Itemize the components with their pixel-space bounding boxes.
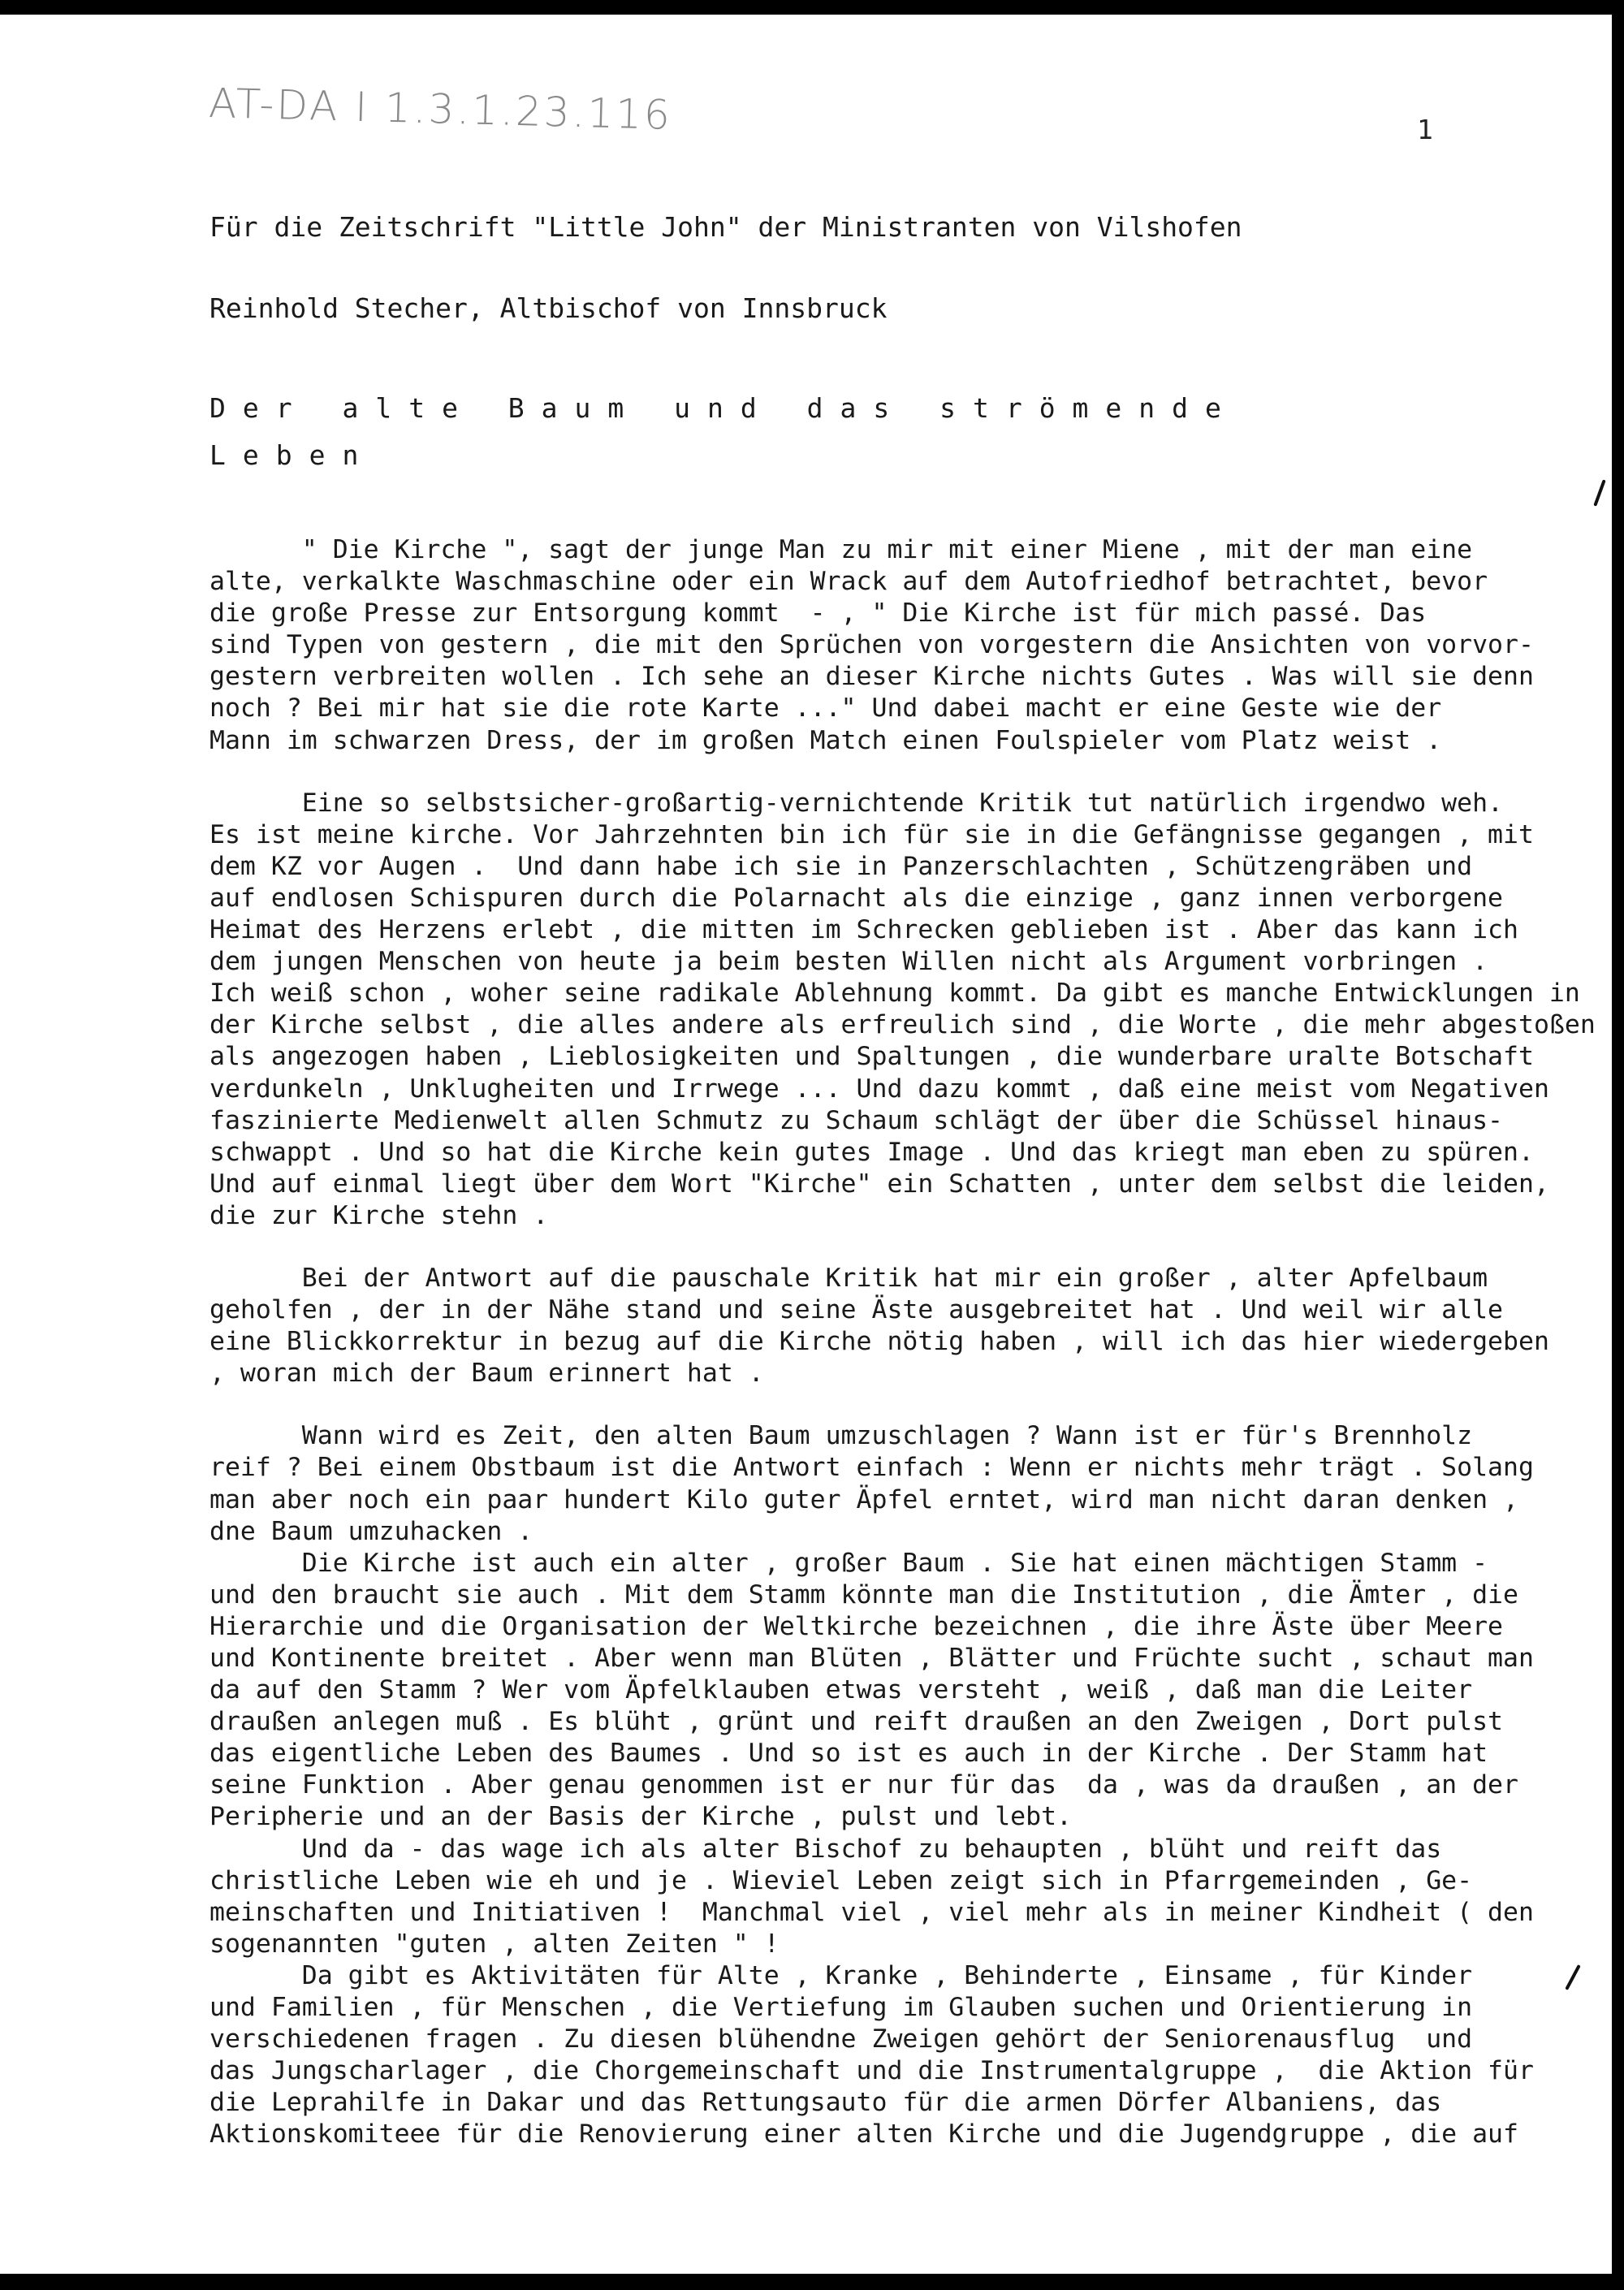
- title-line-2: Leben: [209, 439, 376, 471]
- text-line: Wann wird es Zeit, den alten Baum umzuschlagen ? Wann ist er für's Brennholz: [209, 1421, 1473, 1451]
- body-text: [209, 534, 1600, 2151]
- text-line: dem jungen Menschen von heute ja beim besten Willen nicht als Argument vorbringen .: [209, 947, 1488, 977]
- text-line: die große Presse zur Entsorgung kommt - , " Die Kirche ist für mich passé. Das: [209, 598, 1427, 629]
- text-line: Mann im schwarzen Dress, der im großen Match einen Foulspieler vom Platz weist .: [209, 725, 1442, 755]
- text-line: Bei der Antwort auf die pauschale Kritik hat mir ein großer , alter Apfelbaum: [209, 1263, 1488, 1293]
- paragraph: [209, 1420, 1600, 2150]
- text-line: Die Kirche ist auch ein alter , großer Baum . Sie hat einen mächtigen Stamm -: [209, 1548, 1488, 1578]
- paragraph-gap: [209, 757, 1600, 788]
- document-page: [0, 15, 1612, 2274]
- text-line: Heimat des Herzens erlebt , die mitten im Schrecken geblieben ist . Aber das kann ich: [209, 915, 1518, 945]
- text-line: da auf den Stamm ? Wer vom Äpfelklauben etwas versteht , weiß , daß man die Leiter: [209, 1675, 1473, 1705]
- text-line: draußen anlegen muß . Es blüht , grünt und reift draußen an den Zweigen , Dort pulst: [209, 1707, 1504, 1737]
- margin-pencil-mark: [1593, 479, 1605, 506]
- text-line: das Jungscharlager , die Chorgemeinschaft und die Instrumentalgruppe , die Aktion für: [209, 2056, 1534, 2086]
- text-line: das eigentliche Leben des Baumes . Und so ist es auch in der Kirche . Der Stamm hat: [209, 1739, 1488, 1769]
- text-line: der Kirche selbst , die alles andere als erfreulich sind , die Worte , die mehr abgestoßen: [209, 1010, 1596, 1040]
- text-line: verschiedenen fragen . Zu diesen blühendne Zweigen gehört der Seniorenausflug und: [209, 2024, 1473, 2055]
- text-line: dem KZ vor Augen . Und dann habe ich sie in Panzerschlachten , Schützengräben und: [209, 851, 1473, 881]
- text-line: " Die Kirche ", sagt der junge Man zu mir mit einer Miene , mit der man eine: [209, 535, 1473, 564]
- text-line: Peripherie und an der Basis der Kirche , pulst und lebt.: [209, 1802, 1073, 1832]
- text-line: Es ist meine kirche. Vor Jahrzehnten bin ich für sie in die Gefängnisse gegangen , mit: [209, 819, 1534, 849]
- text-line: geholfen , der in der Nähe stand und seine Äste ausgebreitet hat . Und weil wir alle: [209, 1295, 1504, 1325]
- text-line: und Familien , für Menschen , die Vertiefung im Glauben suchen und Orientierung in: [209, 1993, 1473, 2023]
- text-line: schwappt . Und so hat die Kirche kein gutes Image . Und das kriegt man eben zu spüren.: [209, 1137, 1534, 1167]
- paragraph: [209, 788, 1600, 1232]
- text-line: seine Funktion . Aber genau genommen ist er nur für das da , was da draußen , an der: [209, 1770, 1518, 1800]
- text-line: Aktionskomiteee für die Renovierung einer alten Kirche und die Jugendgruppe , die auf: [209, 2119, 1518, 2150]
- text-line: gestern verbreiten wollen . Ich sehe an dieser Kirche nichts Gutes . Was will sie denn: [209, 662, 1534, 692]
- text-line: eine Blickkorrektur in bezug auf die Kirche nötig haben , will ich das hier wiedergeben: [209, 1327, 1549, 1357]
- paragraph: [209, 534, 1600, 757]
- text-line: und Kontinente breitet . Aber wenn man Blüten , Blätter und Früchte sucht , schaut man: [209, 1644, 1534, 1673]
- text-line: Da gibt es Aktivitäten für Alte , Kranke , Behinderte , Einsame , für Kinder: [209, 1960, 1473, 1990]
- text-line: noch ? Bei mir hat sie die rote Karte ..." Und dabei macht er eine Geste wie der: [209, 693, 1442, 724]
- text-line: man aber noch ein paar hundert Kilo guter Äpfel erntet, wird man nicht daran denken ,: [209, 1484, 1518, 1514]
- text-line: verdunkeln , Unklugheiten und Irrwege ... Und dazu kommt , daß eine meist vom Negativen: [209, 1074, 1549, 1104]
- paragraph-gap: [209, 1232, 1600, 1263]
- text-line: sogenannten "guten , alten Zeiten " !: [209, 1929, 780, 1959]
- text-line: Eine so selbstsicher-großartig-vernichtende Kritik tut natürlich irgendwo weh.: [209, 788, 1504, 818]
- text-line: als angezogen haben , Lieblosigkeiten und Spaltungen , die wunderbare uralte Botschaft: [209, 1042, 1534, 1072]
- text-line: alte, verkalkte Waschmaschine oder ein Wrack auf dem Autofriedhof betrachtet, bevor: [209, 567, 1488, 597]
- title-line-1: Der alte Baum und das strömende: [209, 392, 1238, 424]
- archive-reference: AT-DA I 1.3.1.23.116: [208, 80, 673, 139]
- paragraph-gap: [209, 1389, 1600, 1420]
- text-line: Und auf einmal liegt über dem Wort "Kirche" ein Schatten , unter dem selbst die leiden,: [209, 1169, 1549, 1199]
- text-line: faszinierte Medienwelt allen Schmutz zu Schaum schlägt der über die Schüssel hinaus-: [209, 1105, 1504, 1135]
- header-line-2: Reinhold Stecher, Altbischof von Innsbruck: [209, 292, 888, 324]
- text-line: , woran mich der Baum erinnert hat .: [209, 1359, 764, 1389]
- text-line: christliche Leben wie eh und je . Wieviel Leben zeigt sich in Pfarrgemeinden , Ge-: [209, 1865, 1473, 1895]
- text-line: und den braucht sie auch . Mit dem Stamm könnte man die Institution , die Ämter , die: [209, 1579, 1518, 1609]
- text-line: sind Typen von gestern , die mit den Sprüchen von vorgestern die Ansichten von vorvor-: [209, 630, 1534, 660]
- text-line: dne Baum umzuhacken .: [209, 1516, 533, 1546]
- text-line: reif ? Bei einem Obstbaum ist die Antwort einfach : Wenn er nichts mehr trägt . Solang: [209, 1453, 1534, 1483]
- paragraph: [209, 1263, 1600, 1389]
- text-line: meinschaften und Initiativen ! Manchmal viel , viel mehr als in meiner Kindheit ( den: [209, 1897, 1534, 1927]
- text-line: Und da - das wage ich als alter Bischof zu behaupten , blüht und reift das: [209, 1834, 1442, 1864]
- text-line: auf endlosen Schispuren durch die Polarnacht als die einzige , ganz innen verborgene: [209, 883, 1504, 913]
- page-number: 1: [1417, 114, 1433, 145]
- text-line: die Leprahilfe in Dakar und das Rettungsauto für die armen Dörfer Albaniens, das: [209, 2088, 1442, 2118]
- text-line: die zur Kirche stehn .: [209, 1200, 549, 1230]
- text-line: Hierarchie und die Organisation der Weltkirche bezeichnen , die ihre Äste über Meere: [209, 1611, 1504, 1641]
- text-line: Ich weiß schon , woher seine radikale Ablehnung kommt. Da gibt es manche Entwicklungen in: [209, 979, 1580, 1009]
- header-line-1: Für die Zeitschrift "Little John" der Ministranten von Vilshofen: [209, 211, 1242, 243]
